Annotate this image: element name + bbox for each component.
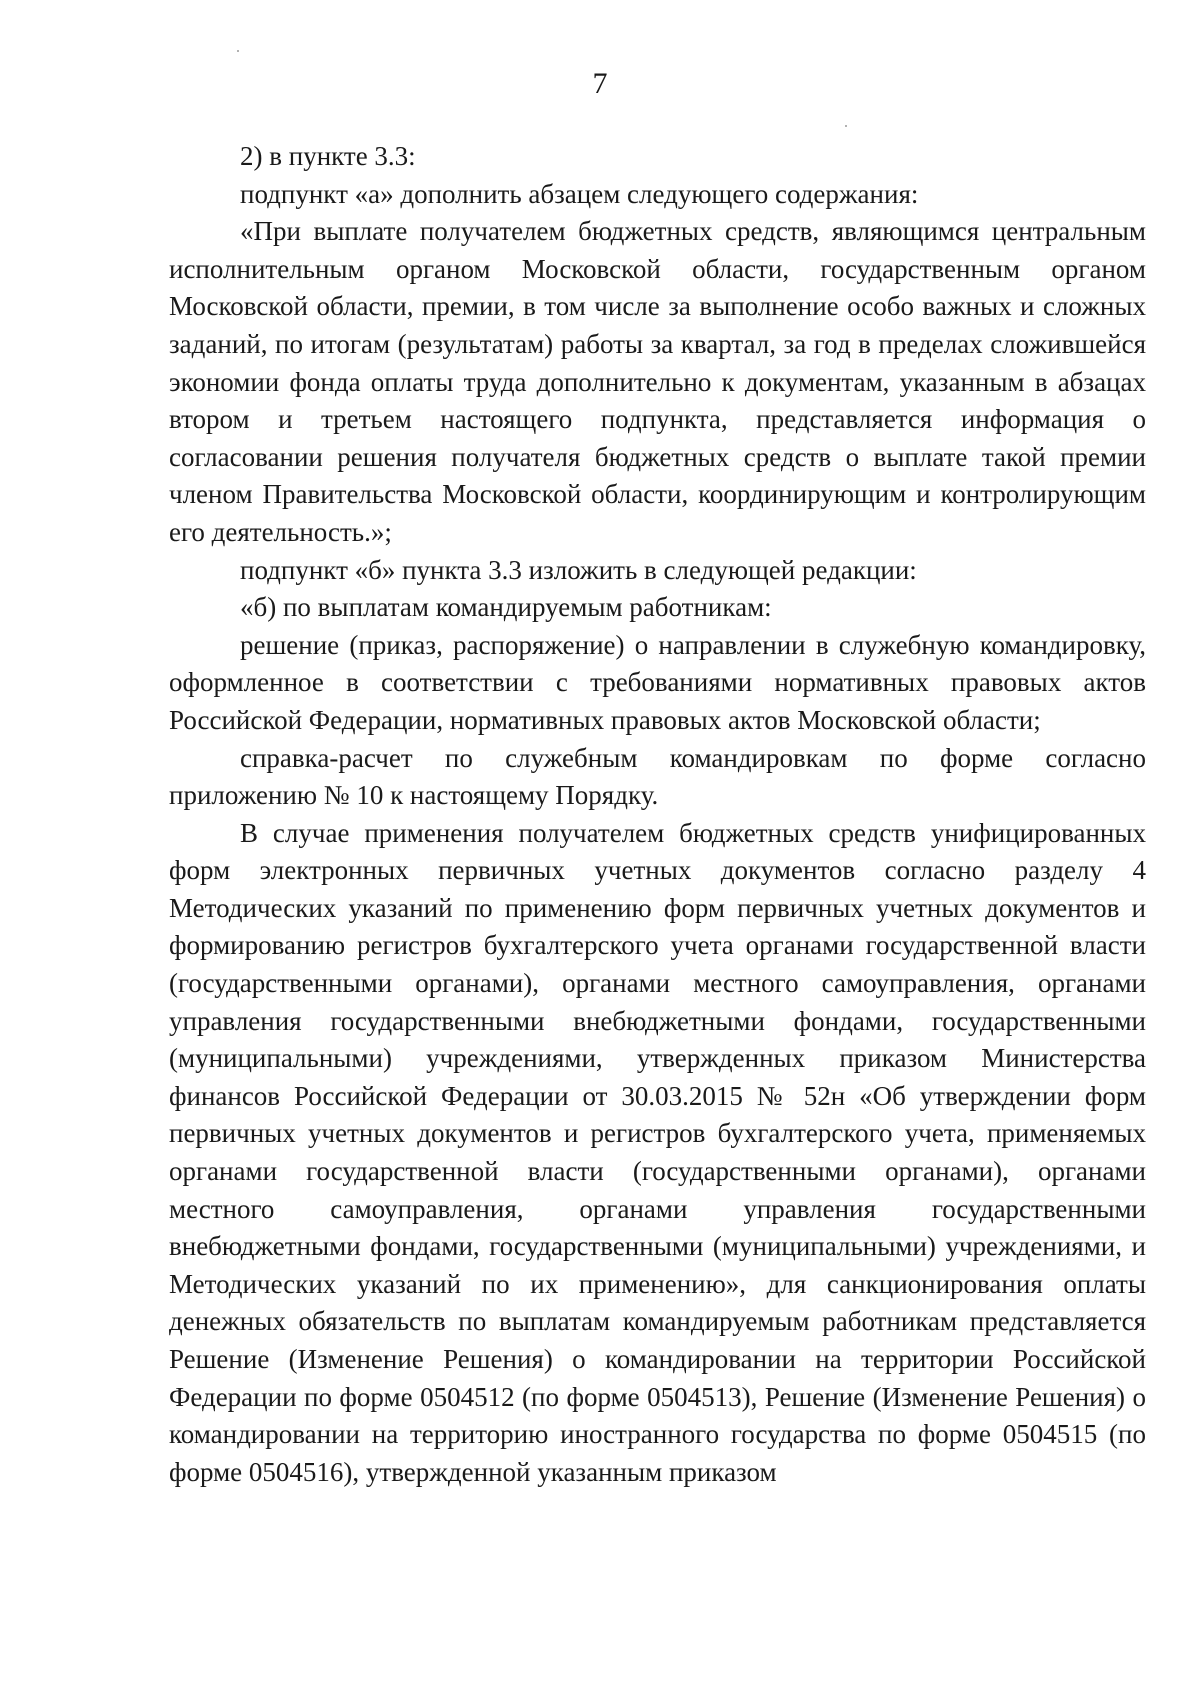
document-body: [169, 138, 1146, 1491]
page-number: 7: [592, 67, 608, 100]
scan-speck: [237, 50, 239, 52]
paragraph-business-trip-payments: «б) по выплатам командируемым работникам:: [240, 592, 772, 623]
paragraph-electronic-forms: В случае применения получателем бюджетных средств унифицированных форм электронных первичных учетных документов согласно разделу 4 Методических указаний по применению форм первичных учетных документов и формированию регистров бухгалтерского учета органами государственной власти (государственными органами), органами местного самоуправления, органами управления государственными внебюджетными фондами, государственными (муниципальными) учреждениями, утвержденных приказом Министерства финансов Российской Федерации от 30.03.2015 № 52н «Об утверждении форм первичных учетных документов и регистров бухгалтерского учета, применяемых органами государственной власти (государственными органами), органами местного самоуправления, органами управления государственными внебюджетными фондами, государственными (муниципальными) учреждениями, и Методических указаний по их применению», для санкционирования оплаты денежных обязательств по выплатам командируемым работникам представляется Решение (Изменение Решения) о командировании на территории Российской Федерации по форме 0504512 (по форме 0504513), Решение (Изменение Решения) о командировании на территорию иностранного государства по форме 0504515 (по форме 0504516), утвержденной указанным приказом: [169, 817, 1146, 1487]
paragraph-item-2-point-3-3: 2) в пункте 3.3:: [240, 141, 416, 171]
scan-speck: [845, 125, 847, 127]
paragraph-quoted-premium-rule: «При выплате получателем бюджетных средств, являющимся центральным исполнительным органом Московской области, государственным органом Московской области, премии, в том числе за выполнение особо важных и сложных заданий, по итогам (результатам) работы за квартал, за год в пределах сложившейся экономии фонда оплаты труда дополнительно к документам, указанным в абзацах втором и третьем настоящего подпункта, представляется информация о согласовании решения получателя бюджетных средств о выплате такой премии членом Правительства Московской области, координирующим и контролирующим его деятельность.»;: [169, 216, 1146, 547]
paragraph-subpoint-b-intro: подпункт «б» пункта 3.3 изложить в следующей редакции:: [240, 554, 917, 585]
paragraph-trip-calculation: справка-расчет по служебным командировкам по форме согласно приложению № 10 к настоящему Порядку.: [169, 742, 1146, 811]
paragraph-trip-decision: решение (приказ, распоряжение) о направлении в служебную командировку, оформленное в соответствии с требованиями нормативных правовых актов Российской Федерации, нормативных правовых актов Московской области;: [169, 629, 1146, 735]
paragraph-subpoint-a-intro: подпункт «а» дополнить абзацем следующего содержания:: [240, 178, 919, 209]
